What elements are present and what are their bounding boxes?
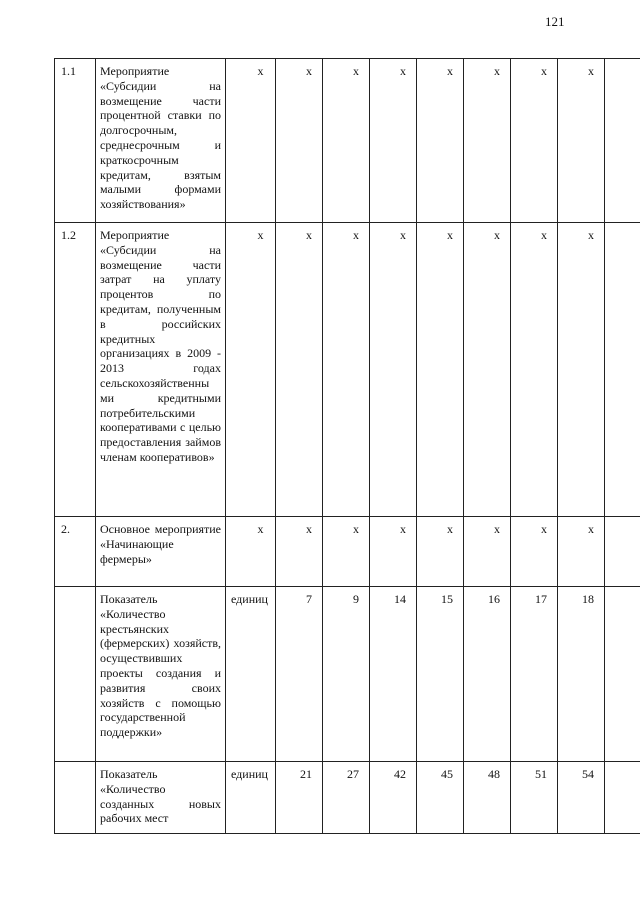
value-cell [605,223,640,517]
value-cell: х [370,59,417,223]
value-cell [605,517,640,587]
value-cell: 54 [558,762,605,834]
value-cell: х [226,517,276,587]
value-cell [605,59,640,223]
value-cell: 45 [417,762,464,834]
value-cell: 14 [370,587,417,762]
value-cell: х [226,59,276,223]
value-cell: х [276,59,323,223]
value-cell: х [511,59,558,223]
value-cell: х [417,223,464,517]
value-cell: 9 [323,587,370,762]
row-number: 2. [55,517,96,587]
value-cell: х [276,517,323,587]
value-cell: х [558,223,605,517]
value-cell: х [370,223,417,517]
value-cell: 16 [464,587,511,762]
table-row [55,762,640,834]
value-cell: 27 [323,762,370,834]
value-cell: х [464,59,511,223]
table-row [55,59,640,223]
value-cell: 7 [276,587,323,762]
value-cell: 48 [464,762,511,834]
table-row [55,223,640,517]
row-description: Показатель «Количество крестьянских (фермерских) хозяйств, осуществивших проекты создания и развития своих хозяйств с помощью государственной поддержки» [96,587,226,762]
value-cell [605,762,640,834]
row-number: 1.2 [55,223,96,517]
unit-cell: единиц [226,587,276,762]
value-cell: 15 [417,587,464,762]
value-cell: х [417,59,464,223]
row-number [55,587,96,762]
table-row [55,587,640,762]
value-cell: 18 [558,587,605,762]
value-cell: х [226,223,276,517]
value-cell: х [276,223,323,517]
value-cell: х [323,59,370,223]
value-cell: х [417,517,464,587]
value-cell: х [464,517,511,587]
value-cell: х [464,223,511,517]
row-description: Мероприятие «Субсидии на возмещение части затрат на уплату процентов по кредитам, полученным в российских кредитных организациях в 2009 - 2013 годах сельскохозяйственны ми кредитными потребительскими кооперативами с целью предоставления займов членам кооперативов» [96,223,226,517]
value-cell: х [370,517,417,587]
value-cell: х [323,517,370,587]
page-number: 121 [545,14,565,29]
row-description: Мероприятие «Субсидии на возмещение части процентной ставки по долгосрочным, среднесрочным и краткосрочным кредитам, взятым малыми формами хозяйствования» [96,59,226,223]
value-cell: х [323,223,370,517]
value-cell: 17 [511,587,558,762]
indicator-table [54,58,640,834]
value-cell: 42 [370,762,417,834]
value-cell: х [511,223,558,517]
table-row [55,517,640,587]
row-description: Показатель «Количество созданных новых рабочих мест [96,762,226,834]
value-cell: х [558,59,605,223]
row-number [55,762,96,834]
value-cell: х [558,517,605,587]
value-cell: 21 [276,762,323,834]
value-cell: 51 [511,762,558,834]
unit-cell: единиц [226,762,276,834]
value-cell: х [511,517,558,587]
value-cell [605,587,640,762]
row-number: 1.1 [55,59,96,223]
row-description: Основное мероприятие «Начинающие фермеры» [96,517,226,587]
